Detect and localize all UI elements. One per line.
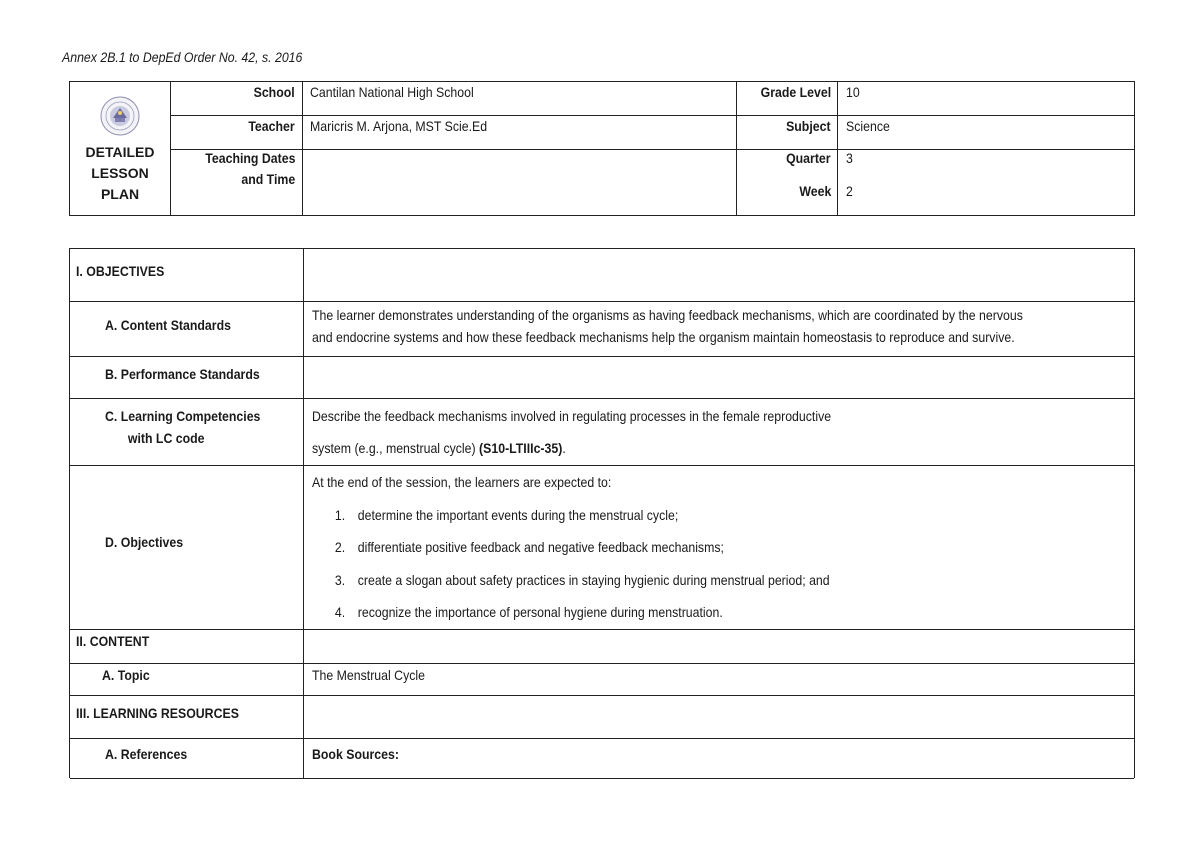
teacher-label: Teacher	[248, 118, 295, 134]
quarter-label: Quarter	[786, 150, 831, 166]
week-value: 2	[846, 183, 853, 199]
lesson-plan-table	[69, 248, 1135, 778]
week-label: Week	[799, 183, 831, 199]
objective-item: 4. recognize the importance of personal hygiene during menstruation.	[334, 604, 723, 620]
quarter-value: 3	[846, 150, 853, 166]
objectives-list: At the end of the session, the learners are expected to: 1. determine the important events during the menstrual cycle; 2. differentiate positive feedback and negative feedback mechanisms; 3. create a slogan about safety practices in staying hygienic during menstrual period; and 4. recognize the importance of personal hygiene during menstruation.	[312, 466, 900, 629]
objectives-heading: I. OBJECTIVES	[76, 263, 165, 279]
grade-level-label: Grade Level	[760, 84, 831, 100]
header-table	[69, 81, 1135, 216]
objective-item: 1. determine the important events during the menstrual cycle;	[334, 506, 679, 523]
annex-reference: Annex 2B.1 to DepEd Order No. 42, s. 2016	[62, 49, 303, 65]
subject-value: Science	[846, 118, 890, 134]
detailed-lesson-plan-title: DETAILED LESSON PLAN	[85, 144, 155, 202]
content-standards-label: A. Content Standards	[105, 317, 231, 333]
school-label: School	[253, 84, 295, 100]
content-heading: II. CONTENT	[76, 633, 150, 649]
objective-item: 2. differentiate positive feedback and negative feedback mechanisms;	[334, 539, 724, 555]
references-label: A. References	[105, 746, 188, 762]
deped-seal-icon	[100, 96, 140, 136]
topic-value: The Menstrual Cycle	[312, 667, 425, 683]
objective-item: 3. create a slogan about safety practices in staying hygienic during menstrual period; and	[334, 571, 830, 588]
learning-competencies-text: Describe the feedback mechanisms involved in regulating processes in the female reproductive system (e.g., menstrual cycle) (S10-LTIIIc-35).	[312, 408, 832, 456]
teaching-dates-label: Teaching Dates and Time	[204, 150, 295, 187]
subject-label: Subject	[786, 118, 831, 134]
teacher-value: Maricris M. Arjona, MST Scie.Ed	[310, 118, 488, 134]
references-value: Book Sources:	[312, 746, 399, 762]
performance-standards-label: B. Performance Standards	[105, 366, 260, 382]
content-standards-text: The learner demonstrates understanding of the organisms as having feedback mechanisms, which are coordinated by the nervous and endocrine systems and how these feedback mechanisms help the organism maintain homeostasis to reproduce and survive.	[312, 307, 1023, 345]
lc-code: (S10-LTIIIc-35)	[479, 440, 563, 456]
school-value: Cantilan National High School	[310, 84, 474, 100]
learning-resources-heading: III. LEARNING RESOURCES	[76, 705, 239, 721]
grade-level-value: 10	[846, 84, 860, 100]
learning-competencies-label: C. Learning Competencies with LC code	[105, 408, 261, 446]
objectives-label: D. Objectives	[105, 534, 184, 550]
topic-label: A. Topic	[102, 667, 150, 683]
